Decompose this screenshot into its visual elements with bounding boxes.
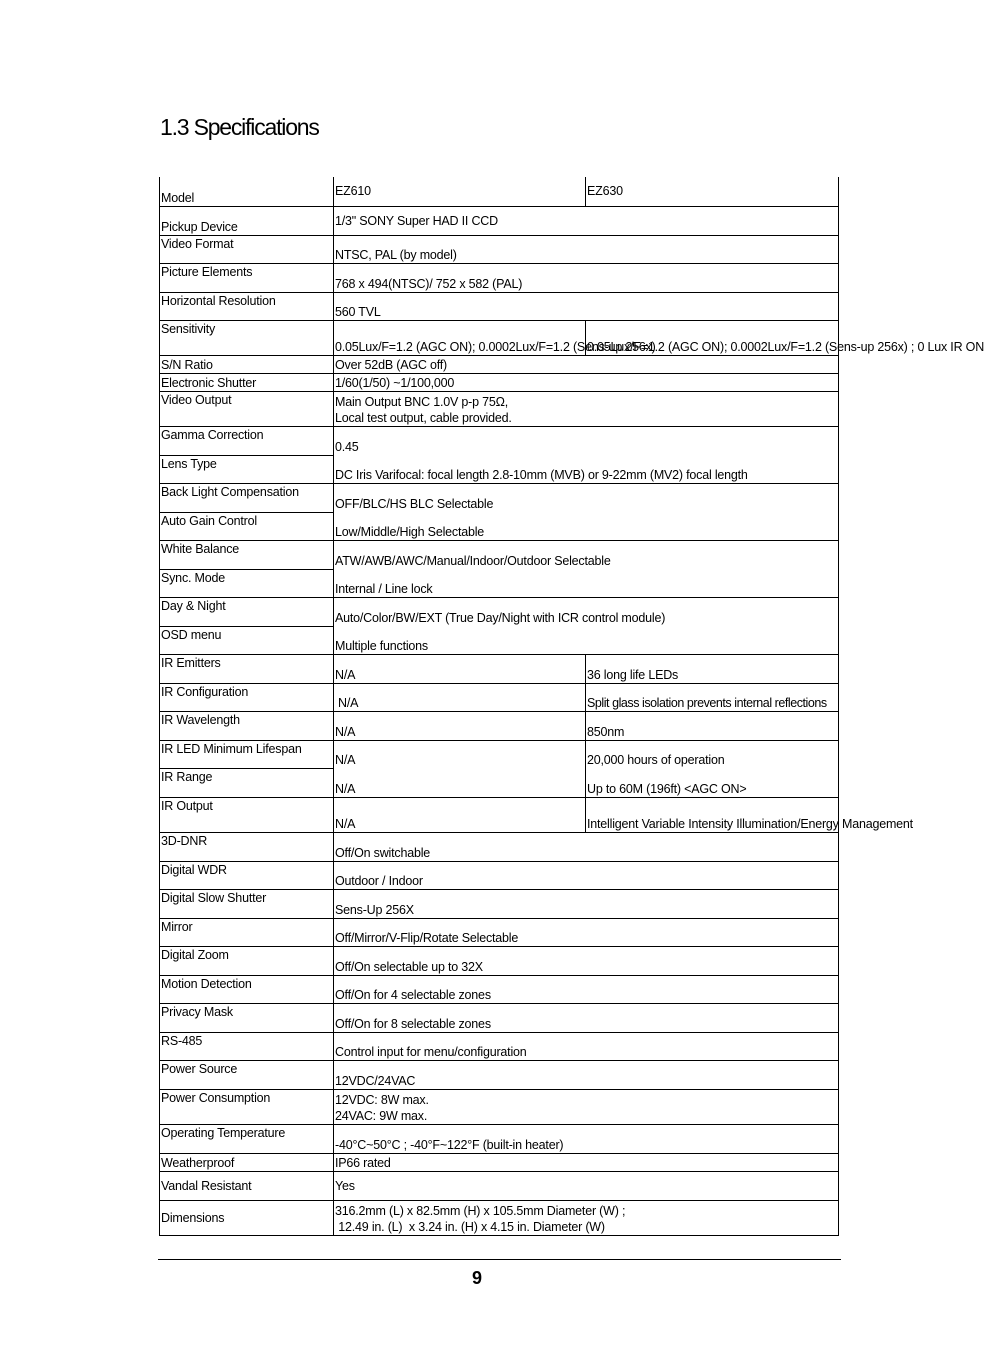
spec-label: Horizontal Resolution [160, 292, 334, 320]
spec-label: Video Format [160, 235, 334, 263]
table-row [160, 946, 839, 975]
spec-value: Low/Middle/High Selectable [334, 512, 839, 540]
table-row [160, 1153, 839, 1171]
footer-divider [158, 1259, 841, 1260]
spec-value: DC Iris Varifocal: focal length 2.8-10mm (MVB) or 9-22mm (MV2) focal length [334, 455, 839, 483]
table-row [160, 597, 839, 626]
table-row [160, 263, 839, 292]
spec-label: Power Consumption [160, 1089, 334, 1124]
table-row [160, 1200, 839, 1235]
spec-value-line: Main Output BNC 1.0V p-p 75Ω, [335, 394, 509, 409]
spec-value: NTSC, PAL (by model) [334, 235, 839, 263]
table-row [160, 626, 839, 654]
table-row [160, 177, 839, 206]
table-row [160, 861, 839, 889]
spec-value: -40°C~50°C ; -40°F~122°F (built-in heater) [334, 1124, 839, 1153]
spec-value: ATW/AWB/AWC/Manual/Indoor/Outdoor Selectable [334, 540, 839, 569]
spec-value-ez630: 850nm [586, 711, 839, 740]
spec-value-ez630: 0.05Lux/F=1.2 (AGC ON); 0.0002Lux/F=1.2 (Sens-up 256x) ; 0 Lux IR ON [586, 320, 839, 355]
spec-label: White Balance [160, 540, 334, 569]
table-row [160, 355, 839, 373]
model-ez630: EZ630 [586, 177, 839, 206]
spec-value: 12VDC/24VAC [334, 1060, 839, 1089]
table-row [160, 740, 839, 768]
spec-value [334, 1089, 839, 1124]
spec-label: IR Range [160, 768, 334, 797]
spec-value: Off/Mirror/V-Flip/Rotate Selectable [334, 918, 839, 946]
table-row [160, 569, 839, 597]
spec-label: Power Source [160, 1060, 334, 1089]
spec-value-ez610: N/A [334, 683, 586, 711]
table-row [160, 1124, 839, 1153]
spec-label: IR Configuration [160, 683, 334, 711]
spec-value: Control input for menu/configuration [334, 1032, 839, 1060]
table-row [160, 768, 839, 797]
table-row [160, 654, 839, 683]
spec-value-line: 12VDC: 8W max. [335, 1092, 429, 1107]
spec-value: IP66 rated [334, 1153, 839, 1171]
spec-value: Off/On for 4 selectable zones [334, 975, 839, 1003]
table-row [160, 1060, 839, 1089]
spec-label: Video Output [160, 391, 334, 426]
spec-value: Off/On selectable up to 32X [334, 946, 839, 975]
spec-value: Multiple functions [334, 626, 839, 654]
table-row [160, 512, 839, 540]
spec-label: Digital WDR [160, 861, 334, 889]
table-row [160, 1171, 839, 1200]
table-row [160, 455, 839, 483]
table-row [160, 832, 839, 861]
table-row [160, 235, 839, 263]
spec-label: Day & Night [160, 597, 334, 626]
spec-value-line: 24VAC: 9W max. [335, 1108, 428, 1123]
spec-label: IR LED Minimum Lifespan [160, 740, 334, 768]
spec-label: Lens Type [160, 455, 334, 483]
spec-value: Sens-Up 256X [334, 889, 839, 918]
spec-label: IR Output [160, 797, 334, 832]
spec-value-ez630: 36 long life LEDs [586, 654, 839, 683]
table-row [160, 1089, 839, 1124]
spec-label: 3D-DNR [160, 832, 334, 861]
spec-label: Operating Temperature [160, 1124, 334, 1153]
spec-label: Electronic Shutter [160, 373, 334, 391]
spec-value-ez610: N/A [334, 654, 586, 683]
spec-value-line: Local test output, cable provided. [335, 410, 512, 425]
spec-value-ez630: Split glass isolation prevents internal reflections [586, 683, 839, 711]
spec-value: Internal / Line lock [334, 569, 839, 597]
spec-value-ez610: N/A [334, 711, 586, 740]
model-header: Model [160, 177, 334, 206]
spec-value: 0.45 [334, 426, 839, 455]
spec-label: Sensitivity [160, 320, 334, 355]
table-row [160, 797, 839, 832]
spec-label: Motion Detection [160, 975, 334, 1003]
model-ez610: EZ610 [334, 177, 586, 206]
spec-label: Auto Gain Control [160, 512, 334, 540]
spec-label: Vandal Resistant [160, 1171, 334, 1200]
spec-label: Weatherproof [160, 1153, 334, 1171]
spec-label: RS-485 [160, 1032, 334, 1060]
spec-value-ez630: 20,000 hours of operation [586, 740, 839, 768]
spec-value: 1/3" SONY Super HAD II CCD [334, 206, 839, 235]
spec-value: 768 x 494(NTSC)/ 752 x 582 (PAL) [334, 263, 839, 292]
spec-value-ez630: Intelligent Variable Intensity Illumination/Energy Management [586, 797, 839, 832]
spec-label: Privacy Mask [160, 1003, 334, 1032]
spec-value: Outdoor / Indoor [334, 861, 839, 889]
spec-label: Dimensions [160, 1200, 334, 1235]
table-row [160, 889, 839, 918]
spec-value-ez630: Up to 60M (196ft) <AGC ON> [586, 768, 839, 797]
spec-value [334, 391, 839, 426]
spec-label: Mirror [160, 918, 334, 946]
spec-value [334, 1200, 839, 1235]
spec-label: IR Wavelength [160, 711, 334, 740]
spec-value-ez610: 0.05Lux/F=1.2 (AGC ON); 0.0002Lux/F=1.2 (Sens-up 256x) [334, 320, 586, 355]
specifications-table [159, 177, 984, 1236]
table-row [160, 1003, 839, 1032]
spec-value: Off/On switchable [334, 832, 839, 861]
table-row [160, 1032, 839, 1060]
section-title: 1.3 Specifications [160, 114, 319, 140]
table-row [160, 206, 839, 235]
spec-value: Auto/Color/BW/EXT (True Day/Night with ICR control module) [334, 597, 839, 626]
spec-value: 1/60(1/50) ~1/100,000 [334, 373, 839, 391]
spec-label: IR Emitters [160, 654, 334, 683]
spec-value-ez610: N/A [334, 740, 586, 768]
table-row [160, 975, 839, 1003]
table-row [160, 292, 839, 320]
spec-label: Pickup Device [160, 206, 334, 235]
spec-label: S/N Ratio [160, 355, 334, 373]
spec-value-line: 316.2mm (L) x 82.5mm (H) x 105.5mm Diameter (W) ; [335, 1203, 626, 1218]
table-row [160, 373, 839, 391]
table-row [160, 711, 839, 740]
spec-value-ez610: N/A [334, 797, 586, 832]
table-row [160, 320, 839, 355]
spec-value-ez610: N/A [334, 768, 586, 797]
spec-value: Yes [334, 1171, 839, 1200]
spec-value: Off/On for 8 selectable zones [334, 1003, 839, 1032]
table-row [160, 483, 839, 512]
spec-label: Digital Slow Shutter [160, 889, 334, 918]
spec-value: Over 52dB (AGC off) [334, 355, 839, 373]
spec-label: Digital Zoom [160, 946, 334, 975]
spec-label: Back Light Compensation [160, 483, 334, 512]
spec-label: Picture Elements [160, 263, 334, 292]
spec-label: Gamma Correction [160, 426, 334, 455]
table-row [160, 540, 839, 569]
table-row [160, 918, 839, 946]
spec-value: 560 TVL [334, 292, 839, 320]
table-row [160, 391, 839, 426]
table-row [160, 683, 839, 711]
table-row [160, 426, 839, 455]
spec-label: OSD menu [160, 626, 334, 654]
spec-value-line: 12.49 in. (L) x 3.24 in. (H) x 4.15 in. Diameter (W) [335, 1219, 605, 1234]
spec-value: OFF/BLC/HS BLC Selectable [334, 483, 839, 512]
page-number: 9 [471, 1268, 482, 1288]
spec-label: Sync. Mode [160, 569, 334, 597]
